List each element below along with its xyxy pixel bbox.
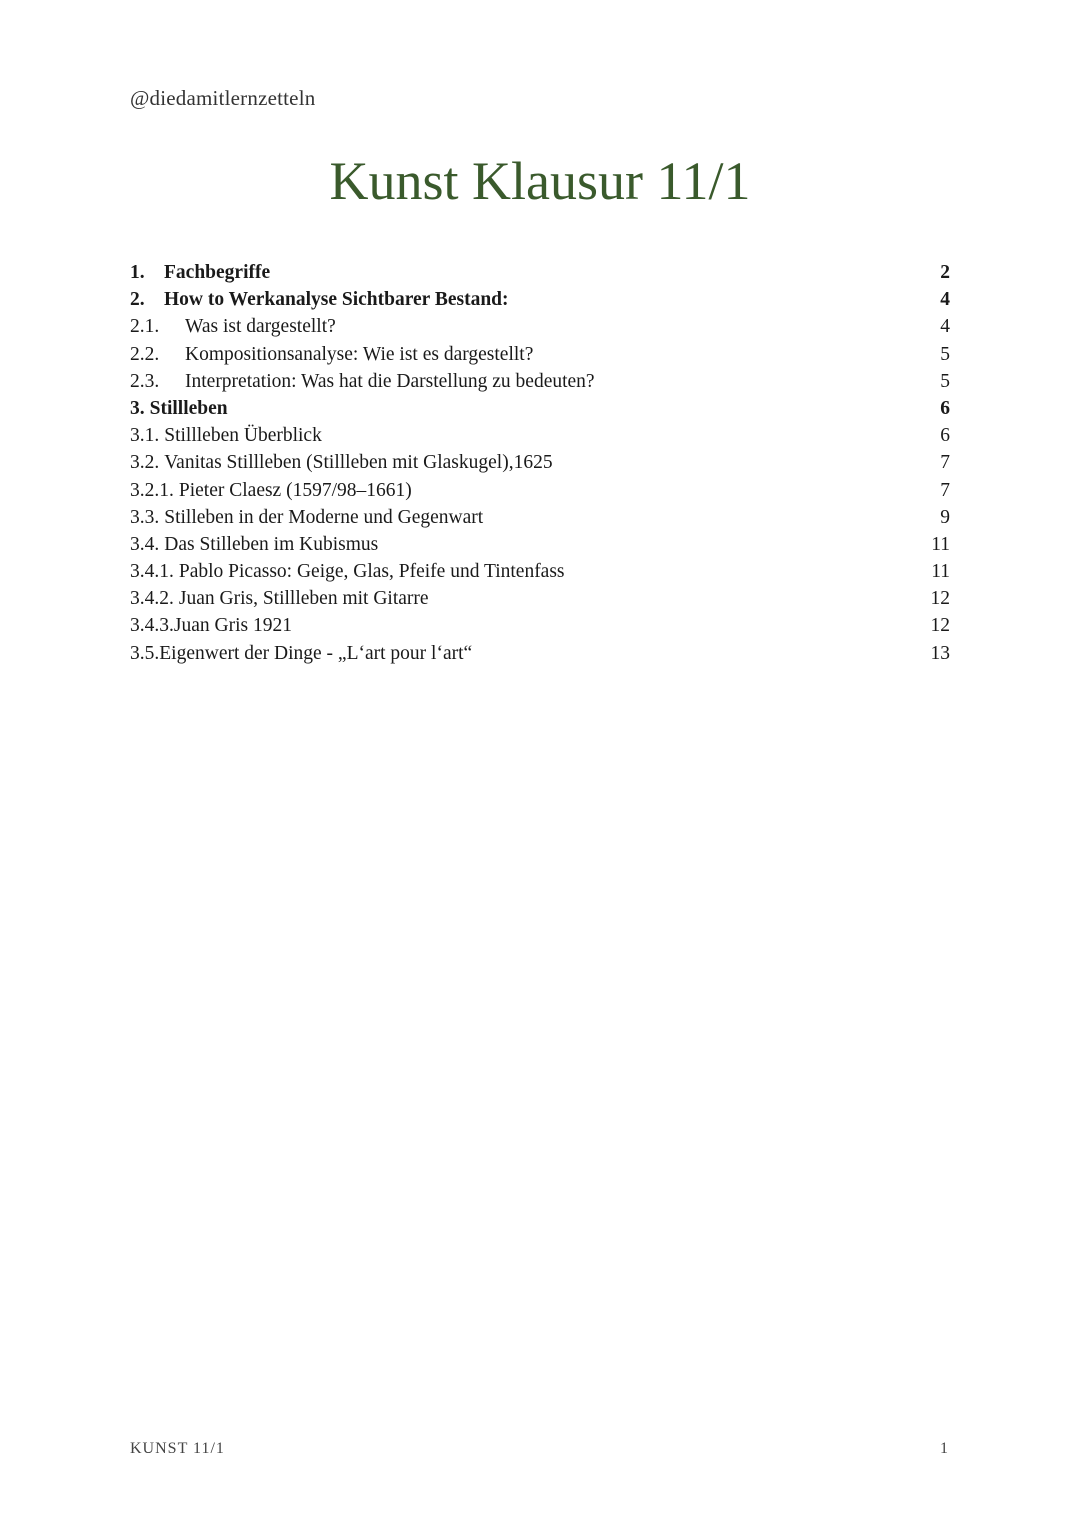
toc-entry-number: 3.3. [130, 506, 160, 528]
toc-entry-number: 2.1. [130, 316, 160, 338]
toc-entry-page: 13 [930, 642, 950, 664]
toc-entry[interactable] [130, 341, 950, 368]
toc-entry[interactable] [130, 368, 950, 395]
toc-entry-number: 3.4.3. [130, 615, 174, 637]
toc-entry[interactable] [130, 259, 950, 286]
toc-entry-number: 3. [130, 397, 145, 419]
toc-entry-number: 2.3. [130, 370, 160, 392]
toc-entry-page: 4 [940, 289, 950, 311]
toc-entry-title: Pablo Picasso: Geige, Glas, Pfeife und Tintenfass [178, 561, 565, 583]
toc-entry-number: 3.1. [130, 425, 160, 447]
toc-entry-title: Was ist dargestellt? [185, 316, 336, 338]
toc-entry-label [130, 286, 509, 313]
toc-entry-number: 3.2.1. [130, 479, 174, 501]
toc-entry-label [130, 640, 472, 667]
table-of-contents [130, 259, 950, 667]
toc-entry[interactable] [130, 531, 950, 558]
toc-entry-title: How to Werkanalyse Sichtbarer Bestand: [164, 289, 509, 311]
toc-entry[interactable] [130, 313, 950, 340]
toc-entry[interactable] [130, 585, 950, 612]
toc-entry[interactable] [130, 286, 950, 313]
toc-entry[interactable] [130, 395, 950, 422]
toc-entry-label [130, 612, 292, 639]
toc-entry-number: 3.4.2. [130, 588, 174, 610]
toc-entry-page: 12 [930, 615, 950, 637]
toc-entry-label [130, 449, 553, 476]
toc-entry-title: Juan Gris 1921 [173, 615, 292, 637]
toc-entry-title: Pieter Claesz (1597/98–1661) [178, 479, 412, 501]
toc-entry-number: 1. [130, 262, 145, 283]
document-title: Kunst Klausur 11/1 [329, 151, 751, 211]
toc-entry[interactable] [130, 612, 950, 639]
toc-entry-number: 3.4.1. [130, 561, 174, 583]
toc-entry-page: 11 [931, 533, 950, 555]
toc-entry-label [130, 558, 565, 585]
toc-entry[interactable] [130, 449, 950, 476]
toc-entry-title: Kompositionsanalyse: Wie ist es dargestellt? [185, 343, 534, 365]
toc-entry-title: Stillleben Überblick [164, 425, 322, 447]
toc-entry-page: 9 [940, 506, 950, 528]
toc-entry-label [130, 368, 595, 395]
toc-entry-title: Das Stilleben im Kubismus [164, 533, 379, 555]
toc-entry-number: 2. [130, 289, 145, 311]
toc-entry-title: Stillleben [149, 397, 228, 419]
toc-entry[interactable] [130, 477, 950, 504]
toc-entry-label [130, 531, 378, 558]
toc-entry-page: 12 [930, 588, 950, 610]
toc-entry[interactable] [130, 504, 950, 531]
toc-entry-label [130, 504, 483, 531]
toc-entry[interactable] [130, 422, 950, 449]
toc-entry-page: 2 [940, 262, 950, 283]
toc-entry-page: 5 [940, 343, 950, 365]
footer-title: KUNST 11/1 [130, 1440, 225, 1457]
toc-entry-number: 3.4. [130, 533, 160, 555]
toc-entry-label [130, 395, 228, 422]
toc-entry-label [130, 422, 322, 449]
toc-entry-label [130, 341, 533, 368]
toc-entry-page: 11 [931, 561, 950, 583]
toc-entry-label [130, 313, 336, 340]
toc-entry-page: 6 [940, 425, 950, 447]
toc-entry-title: Vanitas Stillleben (Stillleben mit Glaskugel),1625 [164, 452, 553, 474]
toc-entry-page: 6 [940, 397, 950, 419]
toc-entry[interactable] [130, 640, 950, 667]
toc-entry-title: Stilleben in der Moderne und Gegenwart [164, 506, 484, 528]
toc-entry-label [130, 585, 429, 612]
toc-entry-label [130, 259, 270, 286]
toc-entry-label [130, 477, 412, 504]
toc-entry-page: 7 [940, 479, 950, 501]
toc-entry-title: Eigenwert der Dinge - „L‘art pour l‘art“ [159, 642, 473, 664]
toc-entry-number: 2.2. [130, 343, 160, 365]
toc-entry-page: 7 [940, 452, 950, 474]
toc-entry[interactable] [130, 558, 950, 585]
footer-page-number: 1 [940, 1440, 948, 1457]
toc-entry-title: Interpretation: Was hat die Darstellung zu bedeuten? [185, 370, 595, 392]
toc-entry-number: 3.2. [130, 452, 160, 474]
toc-entry-page: 4 [940, 316, 950, 338]
toc-entry-title: Juan Gris, Stillleben mit Gitarre [178, 588, 429, 610]
toc-entry-page: 5 [940, 370, 950, 392]
author-handle: @diedamitlernzetteln [130, 86, 316, 110]
toc-entry-title: Fachbegriffe [164, 262, 271, 283]
toc-entry-number: 3.5. [130, 642, 160, 664]
